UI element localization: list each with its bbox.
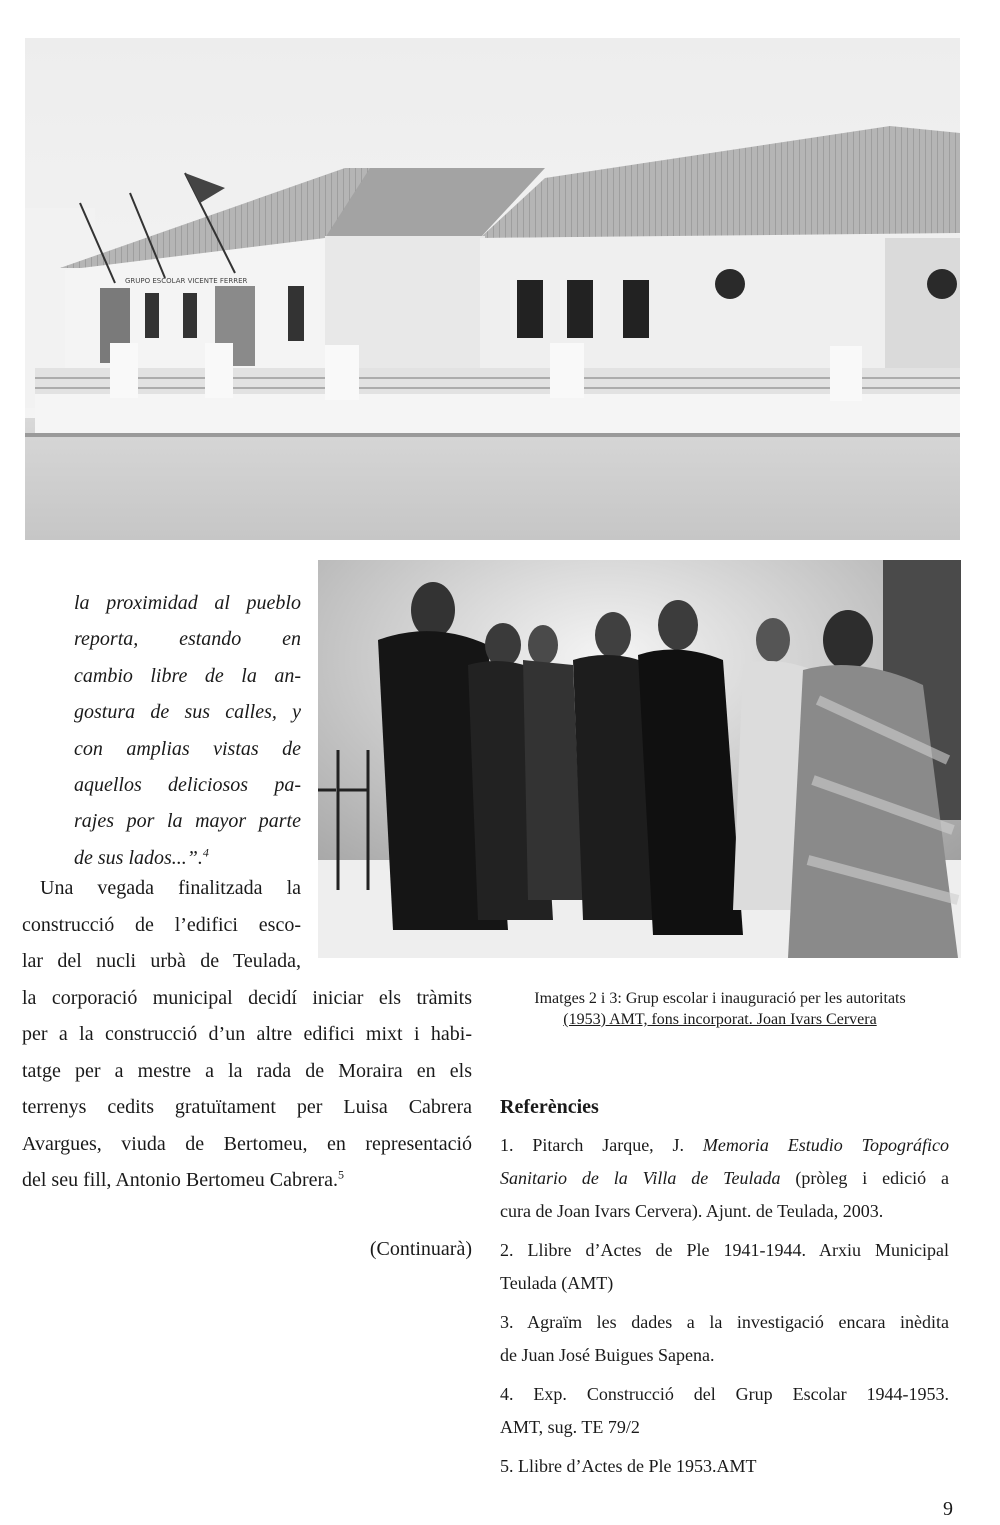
reference-item: 4. Exp. Construcció del Grup Escolar 1944-1953. AMT, sug. TE 79/2 bbox=[500, 1384, 949, 1437]
quote-line: gostura de sus calles, y bbox=[74, 701, 301, 724]
footnote-marker: 5 bbox=[338, 1167, 345, 1182]
body-paragraph bbox=[22, 870, 472, 1199]
body-line: del seu fill, Antonio Bertomeu Cabrera.$^5$ bbox=[22, 1167, 345, 1191]
quote-line: de sus lados...”.$^4$ bbox=[74, 845, 209, 869]
quote-line: cambio libre de la an- bbox=[74, 664, 301, 687]
body-line: terrenys cedits gratuïtament per Luisa Cabrera bbox=[22, 1096, 472, 1118]
caption-credit: (1953) AMT, fons incorporat. Joan Ivars Cervera bbox=[563, 1011, 877, 1028]
reference-title: Memoria Estudio Topográfico bbox=[702, 1135, 949, 1155]
quote-line: rajes por la mayor parte bbox=[74, 810, 301, 833]
body-line: tatge per a mestre a la rada de Moraira en els bbox=[22, 1059, 472, 1082]
references-heading: Referències bbox=[500, 1096, 599, 1118]
page-number: 9 bbox=[943, 1498, 953, 1520]
footnote-marker: 4 bbox=[202, 845, 209, 860]
body-line: per a la construcció d’un altre edifici mixt i habi- bbox=[22, 1023, 472, 1045]
body-line: construcció de l’edifici esco- bbox=[22, 913, 301, 936]
reference-title: Sanitario de la Villa de Teulada bbox=[500, 1168, 781, 1188]
reference-item: 2. Llibre d’Actes de Ple 1941-1944. Arxiu Municipal Teulada (AMT) bbox=[500, 1240, 949, 1293]
caption-line: Imatges 2 i 3: Grup escolar i inauguració per les autoritats bbox=[534, 990, 906, 1007]
building-sign: GRUPO ESCOLAR VICENTE FERRER bbox=[125, 277, 248, 285]
references-section bbox=[500, 1096, 949, 1489]
body-line: Avargues, viuda de Bertomeu, en representació bbox=[22, 1132, 472, 1155]
body-line: la corporació municipal decidí iniciar els tràmits bbox=[22, 986, 472, 1009]
reference-item: 5. Llibre d’Actes de Ple 1953.AMT bbox=[500, 1456, 757, 1476]
quote-line: aquellos deliciosos pa- bbox=[74, 774, 301, 797]
quote-line: con amplias vistas de bbox=[74, 737, 301, 760]
quote-line: la proximidad al pueblo bbox=[74, 592, 301, 614]
quote-line: reporta, estando en bbox=[74, 628, 301, 651]
italic-quote bbox=[74, 585, 301, 876]
body-line: lar del nucli urbà de Teulada, bbox=[22, 950, 301, 972]
reference-item: 1. Pitarch Jarque, J. Memoria Estudio Topográfico Sanitario de la Villa de Teulada (pròleg i edició a cura de Joan Ivars Cervera). Ajunt. de Teulada, 2003. bbox=[500, 1135, 949, 1221]
school-building-photo bbox=[25, 38, 960, 540]
reference-item: 3. Agraïm les dades a la investigació encara inèdita de Juan José Buigues Sapena. bbox=[500, 1312, 949, 1365]
body-line: Una vegada finalitzada la bbox=[40, 877, 301, 899]
to-be-continued: (Continuarà) bbox=[369, 1238, 472, 1260]
photo-caption bbox=[490, 988, 950, 1030]
